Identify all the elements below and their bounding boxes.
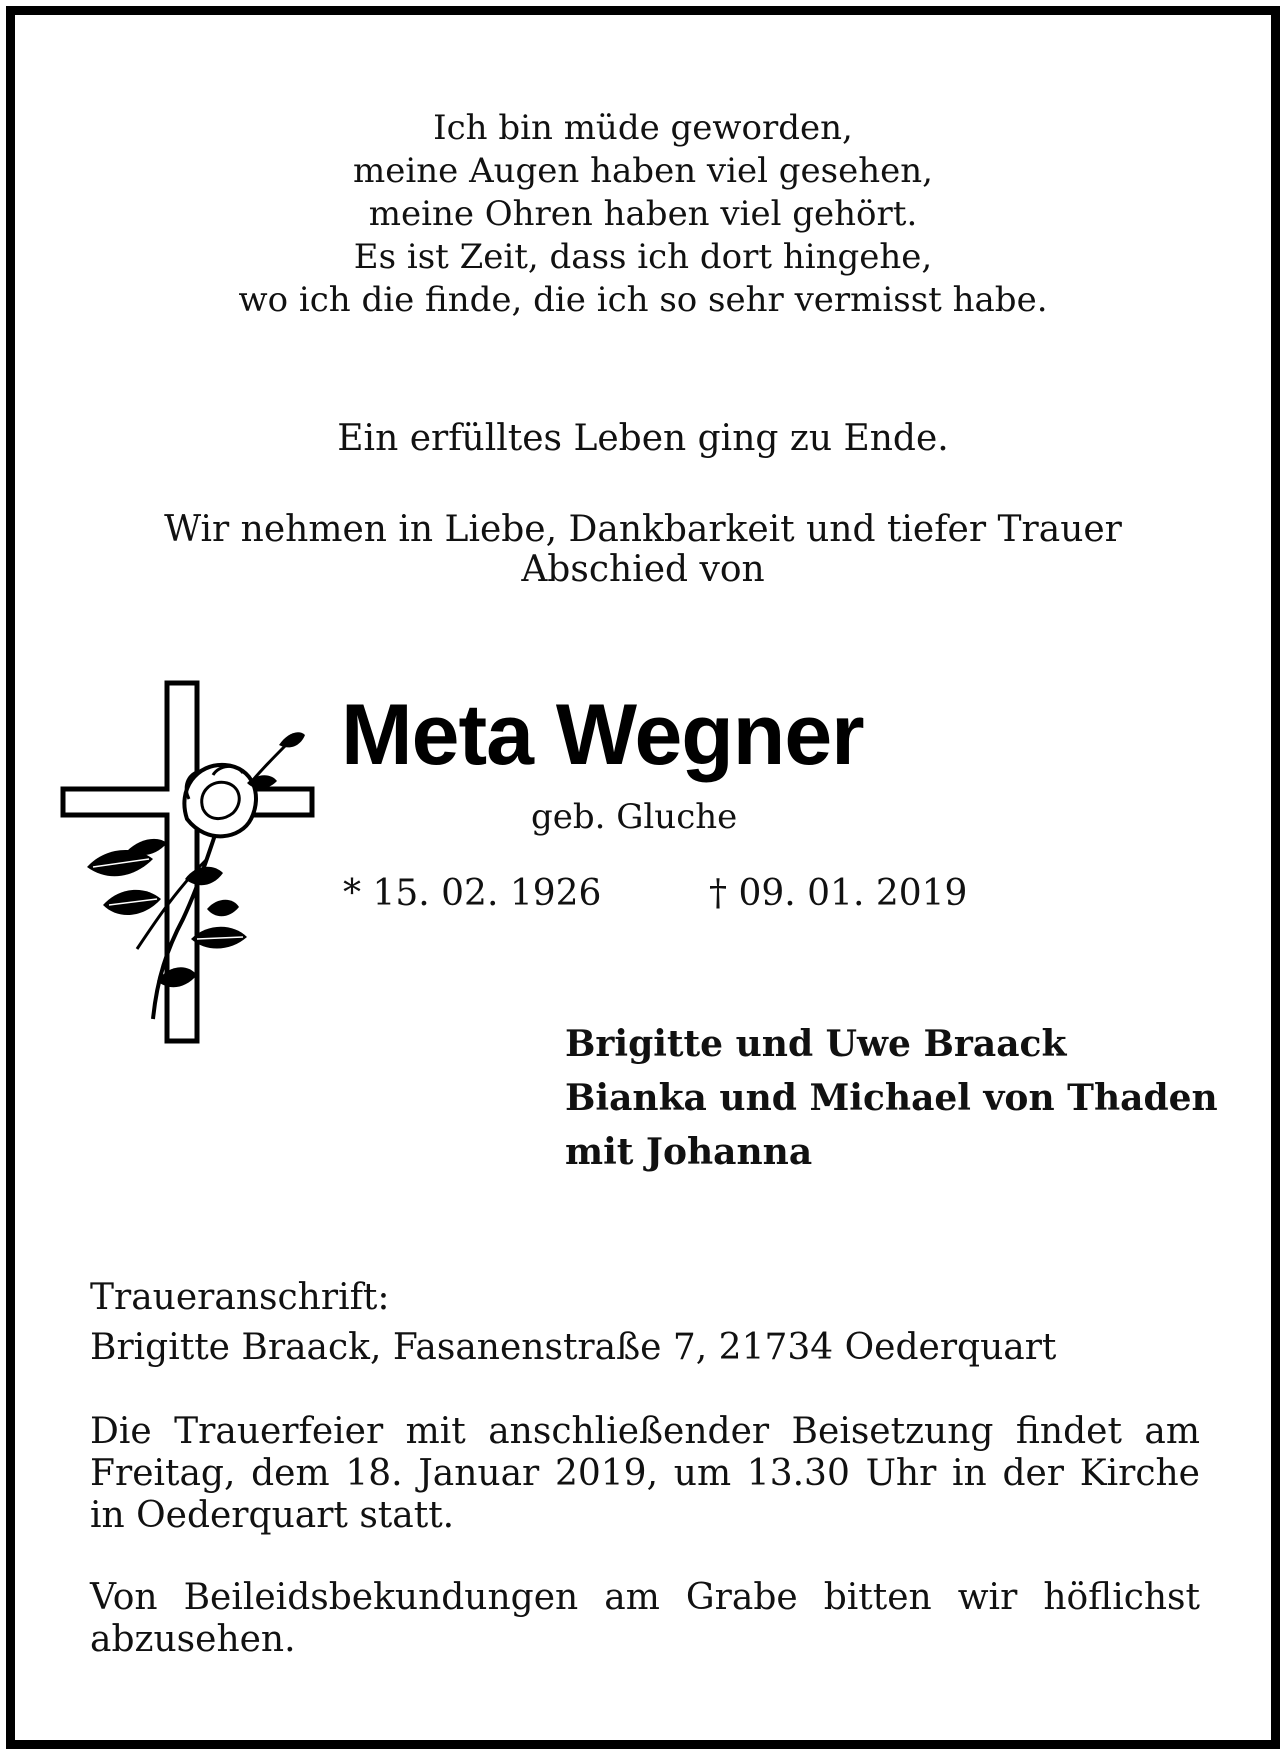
poem-line: meine Ohren haben viel gehört. (368, 194, 918, 234)
address-value: Brigitte Braack, Fasanenstraße 7, 21734 Oederquart (90, 1327, 1057, 1368)
farewell-line: Wir nehmen in Liebe, Dankbarkeit und tiefer Trauer (164, 509, 1122, 550)
address-block (90, 1277, 1200, 1369)
address-label: Traueranschrift: (90, 1277, 390, 1318)
life-line: Ein erfülltes Leben ging zu Ende. (337, 418, 949, 459)
poem-line: meine Augen haben viel gesehen, (353, 151, 933, 191)
birth-date: * 15. 02. 1926 (343, 873, 602, 914)
poem (15, 107, 1271, 322)
mourner-line: Bianka und Michael von Thaden (565, 1077, 1218, 1119)
poem-line: wo ich die finde, die ich so sehr vermisst habe. (238, 280, 1048, 320)
poem-line: Es ist Zeit, dass ich dort hingehe, (353, 237, 933, 277)
cross-with-rose-icon (57, 679, 327, 1049)
farewell-line-2: Abschied von (521, 549, 765, 590)
condolence-request: Von Beileidsbekundungen am Grabe bitten wir höflichst abzusehen. (90, 1577, 1200, 1660)
mourner-line: Brigitte und Uwe Braack (565, 1023, 1067, 1065)
death-date: † 09. 01. 2019 (709, 873, 968, 914)
mourner-line: mit Johanna (565, 1131, 813, 1173)
ceremony-text: Die Trauerfeier mit anschließender Beisetzung findet am Freitag, dem 18. Januar 2019, um 13.30 Uhr in der Kirche in Oederquart statt. (90, 1411, 1200, 1536)
poem-line: Ich bin müde geworden, (433, 108, 853, 148)
maiden-name: geb. Gluche (531, 797, 738, 837)
deceased-name: Meta Wegner (341, 687, 864, 783)
mourners-list (565, 1017, 1218, 1179)
obituary-notice (6, 6, 1280, 1749)
